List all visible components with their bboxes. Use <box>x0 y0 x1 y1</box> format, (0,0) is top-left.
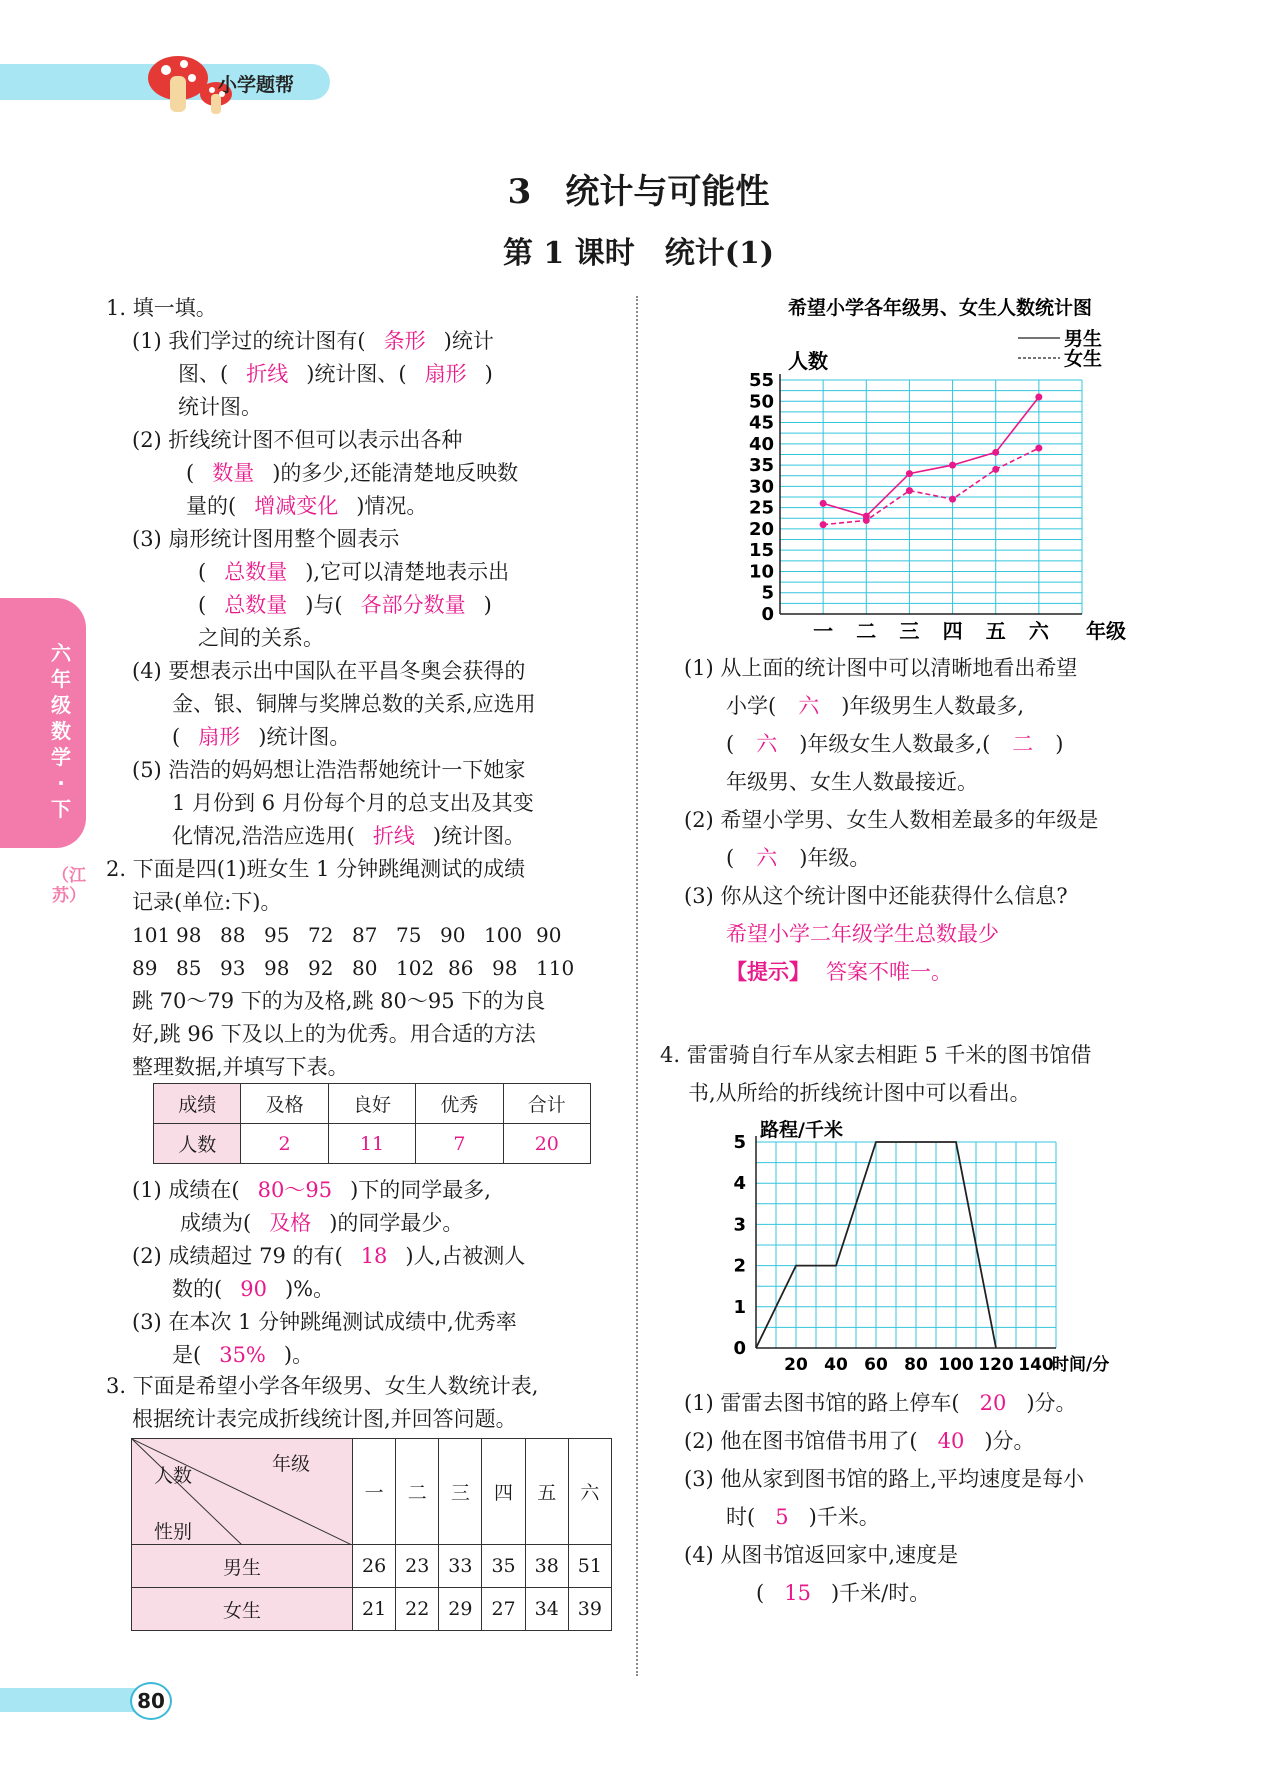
q2-s2-line1: (2) 成绩超过 79 的有( 18 )人,占被测人 <box>132 1244 526 1268</box>
y-tick-label: 5 <box>761 582 774 604</box>
q3-student-table <box>131 1438 612 1631</box>
grade-header: 三 <box>439 1439 482 1545</box>
x-tick-label: 120 <box>978 1355 1014 1375</box>
x-tick-label: 80 <box>904 1355 928 1375</box>
q1-p4-line2: 金、银、铜牌与奖牌总数的关系,应选用 <box>172 692 536 716</box>
table-cell: 22 <box>396 1588 439 1631</box>
x-tick-label: 六 <box>1028 619 1049 643</box>
question-3 <box>106 1370 626 1436</box>
answer: 5 <box>775 1505 789 1529</box>
y-axis-label: 人数 <box>788 349 828 373</box>
hint-label: 【提示】 <box>726 959 810 984</box>
table-cell-answer: 11 <box>328 1124 415 1164</box>
q4-line1: 4. 雷雷骑自行车从家去相距 5 千米的图书馆借 <box>660 1043 1092 1067</box>
q2-data-row-1 <box>106 919 616 952</box>
hint-text: 答案不唯一。 <box>826 960 952 984</box>
y-tick-label: 3 <box>733 1214 746 1236</box>
question-1 <box>106 292 616 853</box>
table-cell: 29 <box>439 1588 482 1631</box>
q2-line4: 好,跳 96 下及以上的为优秀。用合适的方法 <box>132 1022 536 1046</box>
q2-s2-line2: 数的( 90 )%。 <box>172 1277 335 1301</box>
side-province: （江苏） <box>52 866 86 906</box>
lesson-title: 第 1 课时 统计(1) <box>502 236 775 271</box>
corner-label-grade: 年级 <box>272 1453 311 1475</box>
q2-data-row-2 <box>106 952 616 985</box>
q4-distance-chart <box>720 1112 1160 1382</box>
q2-s3-line2: 是( 35% )。 <box>172 1343 314 1367</box>
table-cell-answer: 2 <box>241 1124 328 1164</box>
q4-s3-line1: (3) 他从家到图书馆的路上,平均速度是每小 <box>684 1467 1085 1491</box>
y-tick-label: 30 <box>748 476 774 498</box>
data-value: 85 <box>176 956 202 980</box>
table-header-cell: 及格 <box>241 1084 328 1124</box>
header-label: 小学题帮 <box>218 74 295 96</box>
table-header-cell: 良好 <box>328 1084 415 1124</box>
data-value: 98 <box>176 923 202 947</box>
table-header-cell: 优秀 <box>416 1084 503 1124</box>
q4-line2: 书,从所给的折线统计图中可以看出。 <box>688 1081 1031 1105</box>
footer-band <box>0 1688 150 1712</box>
q4-s4-line2: ( 15 )千米/时。 <box>756 1581 931 1605</box>
table-header-row <box>154 1084 591 1124</box>
x-tick-label: 140 <box>1018 1355 1054 1375</box>
y-tick-label: 0 <box>733 1338 746 1359</box>
q1-p3-line1: (3) 扇形统计图用整个圆表示 <box>132 527 400 551</box>
table-cell: 27 <box>482 1588 525 1631</box>
table-cell: 26 <box>353 1545 396 1588</box>
answer: 20 <box>979 1391 1007 1415</box>
answer: 六 <box>798 694 820 718</box>
q1-head: 1. 填一填。 <box>106 296 217 320</box>
answer: 总数量 <box>224 593 288 617</box>
data-point <box>949 462 956 469</box>
x-tick-label: 二 <box>856 619 877 643</box>
table-row <box>132 1588 612 1631</box>
x-tick-label: 一 <box>813 619 834 643</box>
x-axis-label: 年级 <box>1086 619 1126 643</box>
q2-score-table <box>153 1083 591 1164</box>
grade-header: 二 <box>396 1439 439 1545</box>
data-point <box>906 470 913 477</box>
q1-p4-line1: (4) 要想表示出中国队在平昌冬奥会获得的 <box>132 659 526 683</box>
answer: 80～95 <box>257 1178 333 1202</box>
y-tick-label: 35 <box>748 455 774 477</box>
q3-s1-line3: ( 六 )年级女生人数最多,( 二 ) <box>726 732 1064 756</box>
q3-line-chart <box>700 292 1180 647</box>
table-row <box>154 1124 591 1164</box>
row-label: 男生 <box>132 1545 353 1588</box>
q2-line5: 整理数据,并填写下表。 <box>132 1055 349 1079</box>
table-cell-answer: 7 <box>416 1124 503 1164</box>
data-value: 98 <box>264 956 290 980</box>
data-point <box>820 521 827 528</box>
answer: 六 <box>756 846 778 870</box>
answer: 折线 <box>246 362 289 386</box>
q1-p3-line2: ( 总数量 ),它可以清楚地表示出 <box>198 560 510 584</box>
q1-p4-line3: ( 扇形 )统计图。 <box>172 725 351 749</box>
data-point <box>1035 445 1042 452</box>
grade-header: 四 <box>482 1439 525 1545</box>
q3-s1-line1: (1) 从上面的统计图中可以清晰地看出希望 <box>684 656 1078 680</box>
q4-subquestions <box>684 1384 1204 1612</box>
x-tick-label: 五 <box>985 619 1006 643</box>
y-tick-label: 20 <box>748 518 774 540</box>
q1-p1-line2: 图、( 折线 )统计图、( 扇形 ) <box>178 362 493 386</box>
q3-s3-answer: 希望小学二年级学生总数最少 <box>726 922 999 946</box>
y-tick-label: 1 <box>733 1296 746 1318</box>
y-tick-label: 2 <box>733 1255 746 1277</box>
answer: 增减变化 <box>254 494 339 518</box>
y-axis-label: 路程/千米 <box>760 1119 843 1141</box>
corner-label-gender: 性别 <box>154 1521 193 1543</box>
y-tick-label: 50 <box>748 391 774 413</box>
y-tick-label: 55 <box>748 370 774 391</box>
table-header-cell: 成绩 <box>154 1084 241 1124</box>
data-value: 102 <box>396 956 435 980</box>
table-cell: 35 <box>482 1545 525 1588</box>
table-cell: 21 <box>353 1588 396 1631</box>
q3-s2-line2: ( 六 )年级。 <box>726 846 871 870</box>
data-point <box>820 500 827 507</box>
answer: 各部分数量 <box>360 593 466 617</box>
data-value: 87 <box>352 923 378 947</box>
answer: 15 <box>784 1581 811 1605</box>
q1-p1-line3: 统计图。 <box>178 395 262 419</box>
table-cell: 51 <box>568 1545 611 1588</box>
q3-line2: 根据统计表完成折线统计图,并回答问题。 <box>132 1407 517 1431</box>
q4-s4-line1: (4) 从图书馆返回家中,速度是 <box>684 1543 959 1567</box>
data-value: 90 <box>536 923 562 947</box>
data-value: 110 <box>536 956 575 980</box>
data-value: 95 <box>264 923 290 947</box>
grade-header: 六 <box>568 1439 611 1545</box>
data-point <box>949 496 956 503</box>
answer: 扇形 <box>198 725 241 749</box>
data-point <box>992 449 999 456</box>
answer: 扇形 <box>424 362 467 386</box>
legend-label: 男生 <box>1064 328 1103 350</box>
table-header-cell: 合计 <box>503 1084 590 1124</box>
y-tick-label: 10 <box>748 561 774 583</box>
q1-p2-line1: (2) 折线统计图不但可以表示出各种 <box>132 428 463 452</box>
answer: 数量 <box>212 461 255 485</box>
corner-label-count: 人数 <box>154 1465 193 1487</box>
question-2 <box>106 853 616 1084</box>
question-4 <box>660 1036 1200 1112</box>
side-tab-text: 六年级数学·下 <box>51 641 71 821</box>
q3-s3-hint <box>684 953 1204 991</box>
q2-subquestions <box>106 1174 616 1372</box>
q2-line3: 跳 70～79 下的为及格,跳 80～95 下的为良 <box>132 989 546 1013</box>
data-value: 100 <box>484 923 523 947</box>
data-value: 89 <box>132 956 158 980</box>
q1-p2-line2: ( 数量 )的多少,还能清楚地反映数 <box>186 461 519 485</box>
q1-p1-line1: (1) 我们学过的统计图有( 条形 )统计 <box>132 329 494 353</box>
q2-s1-line1: (1) 成绩在( 80～95 )下的同学最多, <box>132 1178 491 1202</box>
answer: 总数量 <box>224 560 288 584</box>
data-value: 98 <box>492 956 518 980</box>
data-value: 72 <box>308 923 334 947</box>
table-cell: 34 <box>525 1588 568 1631</box>
table-row-label: 人数 <box>154 1124 241 1164</box>
y-tick-label: 5 <box>733 1132 746 1153</box>
q4-s3-line2: 时( 5 )千米。 <box>726 1505 880 1529</box>
data-value: 90 <box>440 923 466 947</box>
x-tick-label: 100 <box>938 1355 974 1375</box>
answer: 35% <box>219 1343 266 1367</box>
answer: 二 <box>1012 732 1034 756</box>
q2-line1: 2. 下面是四(1)班女生 1 分钟跳绳测试的成绩 <box>106 857 526 881</box>
x-tick-label: 40 <box>824 1355 848 1375</box>
answer: 六 <box>756 732 778 756</box>
q2-s1-line2: 成绩为( 及格 )的同学最少。 <box>180 1211 464 1235</box>
data-value: 92 <box>308 956 334 980</box>
chart-title: 希望小学各年级男、女生人数统计图 <box>787 297 1093 319</box>
data-value: 101 <box>132 923 171 947</box>
table-cell: 23 <box>396 1545 439 1588</box>
row-label: 女生 <box>132 1588 353 1631</box>
legend-label: 女生 <box>1064 348 1103 370</box>
grade-header: 一 <box>353 1439 396 1545</box>
table-row <box>132 1545 612 1588</box>
x-tick-label: 20 <box>784 1355 808 1375</box>
data-point <box>863 517 870 524</box>
data-point <box>1035 394 1042 401</box>
data-value: 86 <box>448 956 474 980</box>
q3-s1-line4: 年级男、女生人数最接近。 <box>726 770 978 794</box>
q1-p5-line1: (5) 浩浩的妈妈想让浩浩帮她统计一下她家 <box>132 758 526 782</box>
data-value: 88 <box>220 923 246 947</box>
series-line <box>823 397 1039 516</box>
data-value: 80 <box>352 956 378 980</box>
table-cell: 38 <box>525 1545 568 1588</box>
y-tick-label: 45 <box>748 412 774 434</box>
answer: 折线 <box>372 824 415 848</box>
answer: 及格 <box>269 1211 312 1235</box>
y-tick-label: 15 <box>748 540 774 562</box>
q3-s2-line1: (2) 希望小学男、女生人数相差最多的年级是 <box>684 808 1099 832</box>
table-cell: 33 <box>439 1545 482 1588</box>
q1-p5-line2: 1 月份到 6 月份每个月的总支出及其变 <box>172 791 534 815</box>
y-tick-label: 0 <box>761 604 774 625</box>
q1-p3-line3: ( 总数量 )与( 各部分数量 ) <box>198 593 492 617</box>
y-tick-label: 40 <box>748 433 774 455</box>
y-tick-label: 4 <box>733 1173 746 1195</box>
q2-line2: 记录(单位:下)。 <box>132 890 282 914</box>
table-header-row <box>132 1439 612 1545</box>
data-point <box>906 487 913 494</box>
x-tick-label: 三 <box>899 619 920 643</box>
data-value: 75 <box>396 923 422 947</box>
answer: 40 <box>937 1429 965 1453</box>
table-corner-cell <box>132 1439 353 1545</box>
x-tick-label: 四 <box>942 619 963 643</box>
q3-s1-line2: 小学( 六 )年级男生人数最多, <box>726 694 1025 718</box>
data-point <box>992 466 999 473</box>
answer: 条形 <box>383 329 426 353</box>
q4-s1: (1) 雷雷去图书馆的路上停车( 20 )分。 <box>684 1391 1077 1415</box>
q4-s2: (2) 他在图书馆借书用了( 40 )分。 <box>684 1429 1035 1453</box>
column-divider <box>636 296 638 1676</box>
page-number: 80 <box>130 1682 172 1720</box>
q3-s3-line1: (3) 你从这个统计图中还能获得什么信息? <box>684 884 1068 908</box>
q1-p5-line3: 化情况,浩浩应选用( 折线 )统计图。 <box>172 824 526 848</box>
x-axis-label: 时间/分 <box>1052 1355 1110 1375</box>
q3-subquestions <box>684 649 1204 991</box>
table-cell-answer: 20 <box>503 1124 590 1164</box>
answer: 18 <box>360 1244 388 1268</box>
y-tick-label: 25 <box>748 497 774 519</box>
data-value: 93 <box>220 956 246 980</box>
grade-header: 五 <box>525 1439 568 1545</box>
x-tick-label: 60 <box>864 1355 888 1375</box>
unit-title: 3 统计与可能性 <box>507 172 770 212</box>
q1-p2-line3: 量的( 增减变化 )情况。 <box>186 494 428 518</box>
q3-line1: 3. 下面是希望小学各年级男、女生人数统计表, <box>106 1374 539 1398</box>
answer: 90 <box>240 1277 267 1301</box>
q1-p3-line4: 之间的关系。 <box>198 626 324 650</box>
q2-s3-line1: (3) 在本次 1 分钟跳绳测试成绩中,优秀率 <box>132 1310 517 1334</box>
table-cell: 39 <box>568 1588 611 1631</box>
